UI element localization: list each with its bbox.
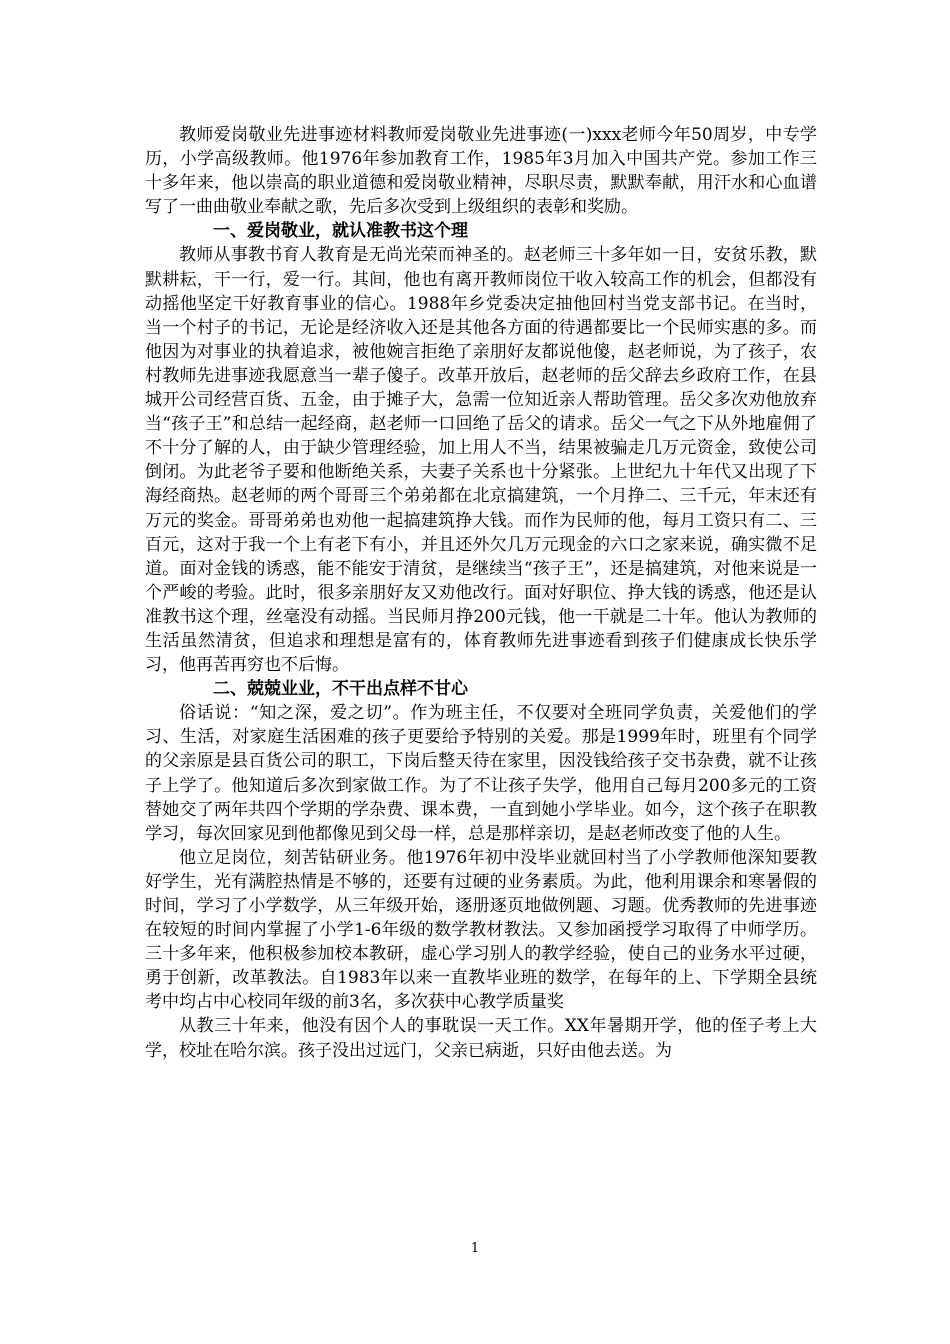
section-2-paragraph-2: 他立足岗位，刻苦钻研业务。他1976年初中没毕业就回村当了小学教师他深知要教好学生，光有满腔热情是不够的，还要有过硬的业务素质。为此，他利用课余和寒暑假的时间，学习了小学数学，从三年级开始，逐册逐页地做例题、习题。优秀教师的先进事迹在较短的时间内掌握了小学1-6年级的数学教材教法。又参加函授学习取得了中师学历。三十多年来，他积极参加校本教研，虚心学习别人的教学经验，使自己的业务水平过硬，勇于创新，改革教法。自1983年以来一直教毕业班的数学，在每年的上、下学期全县统考中均占中心校同年级的前3名，多次获中心教学质量奖 <box>145 847 817 1013</box>
section-2-paragraph-3: 从教三十年来，他没有因个人的事耽误一天工作。XX年暑期开学，他的侄子考上大学，校址在哈尔滨。孩子没出过远门，父亲已病逝，只好由他去送。为 <box>145 1016 817 1061</box>
intro-paragraph: 教师爱岗敬业先进事迹材料教师爱岗敬业先进事迹(一)xxx老师今年50周岁，中专学历，小学高级教师。他1976年参加教育工作，1985年3月加入中国共产党。参加工作三十多年来，他以崇高的职业道德和爱岗敬业精神，尽职尽责，默默奉献，用汗水和心血谱写了一曲曲敬业奉献之歌，先后多次受到上级组织的表彰和奖励。 <box>145 125 817 218</box>
document-body <box>145 123 817 1063</box>
section-heading-2: 二、兢兢业业，不干出点样不甘心 <box>213 679 468 700</box>
page-number: 1 <box>470 1241 480 1256</box>
section-2-paragraph-1: 俗话说：“知之深，爱之切”。作为班主任，不仅要对全班同学负责，关爱他们的学习、生活，对家庭生活困难的孩子更要给予特别的关爱。那是1999年时，班里有个同学的父亲原是县百货公司的职工，下岗后整天待在家里，因没钱给孩子交书杂费，就不让孩子上学了。他知道后多次到家做工作。为了不让孩子失学，他用自己每月200多元的工资替她交了两年共四个学期的学杂费、课本费，一直到她小学毕业。如今，这个孩子在职教学习，每次回家见到他都像见到父母一样，总是那样亲切，是赵老师改变了他的人生。 <box>145 703 817 844</box>
section-1-paragraph: 教师从事教书育人教育是无尚光荣而神圣的。赵老师三十多年如一日，安贫乐教，默默耕耘，干一行，爱一行。其间，他也有离开教师岗位干收入较高工作的机会，但都没有动摇他坚定干好教育事业的信心。1988年乡党委决定抽他回村当党支部书记。在当时，当一个村子的书记，无论是经济收入还是其他各方面的待遇都要比一个民师实惠的多。而他因为对事业的执着追求，被他婉言拒绝了亲朋好友都说他傻，赵老师说，为了孩子，农村教师先进事迹我愿意当一辈子傻子。改革开放后，赵老师的岳父辞去乡政府工作，在县城开公司经营百货、五金，由于摊子大，急需一位知近亲人帮助管理。岳父多次劝他放弃当“孩子王”和总结一起经商，赵老师一口回绝了岳父的请求。岳父一气之下从外地雇佣了不十分了解的人，由于缺少管理经验，加上用人不当，结果被骗走几万元资金，致使公司倒闭。为此老爷子要和他断绝关系，夫妻子关系也十分紧张。上世纪九十年代又出现了下海经商热。赵老师的两个哥哥三个弟弟都在北京搞建筑，一个月挣二、三千元，年末还有万元的奖金。哥哥弟弟也劝他一起搞建筑挣大钱。而作为民师的他，每月工资只有二、三百元，这对于我一个上有老下有小，并且还外欠几万元现金的六口之家来说，确实微不足道。面对金钱的诱惑，能不能安于清贫，是继续当“孩子王”，还是搞建筑，对他来说是一个严峻的考验。此时，很多亲朋好友又劝他改行。面对好职位、挣大钱的诱惑，他还是认准教书这个理，丝毫没有动摇。当民师月挣200元钱，他一干就是二十年。他认为教师的生活虽然清贫，但追求和理想是富有的，体育教师先进事迹看到孩子们健康成长快乐学习，他再苦再穷也不后悔。 <box>145 245 817 676</box>
section-heading-1: 一、爱岗敬业，就认准教书这个理 <box>213 221 468 242</box>
